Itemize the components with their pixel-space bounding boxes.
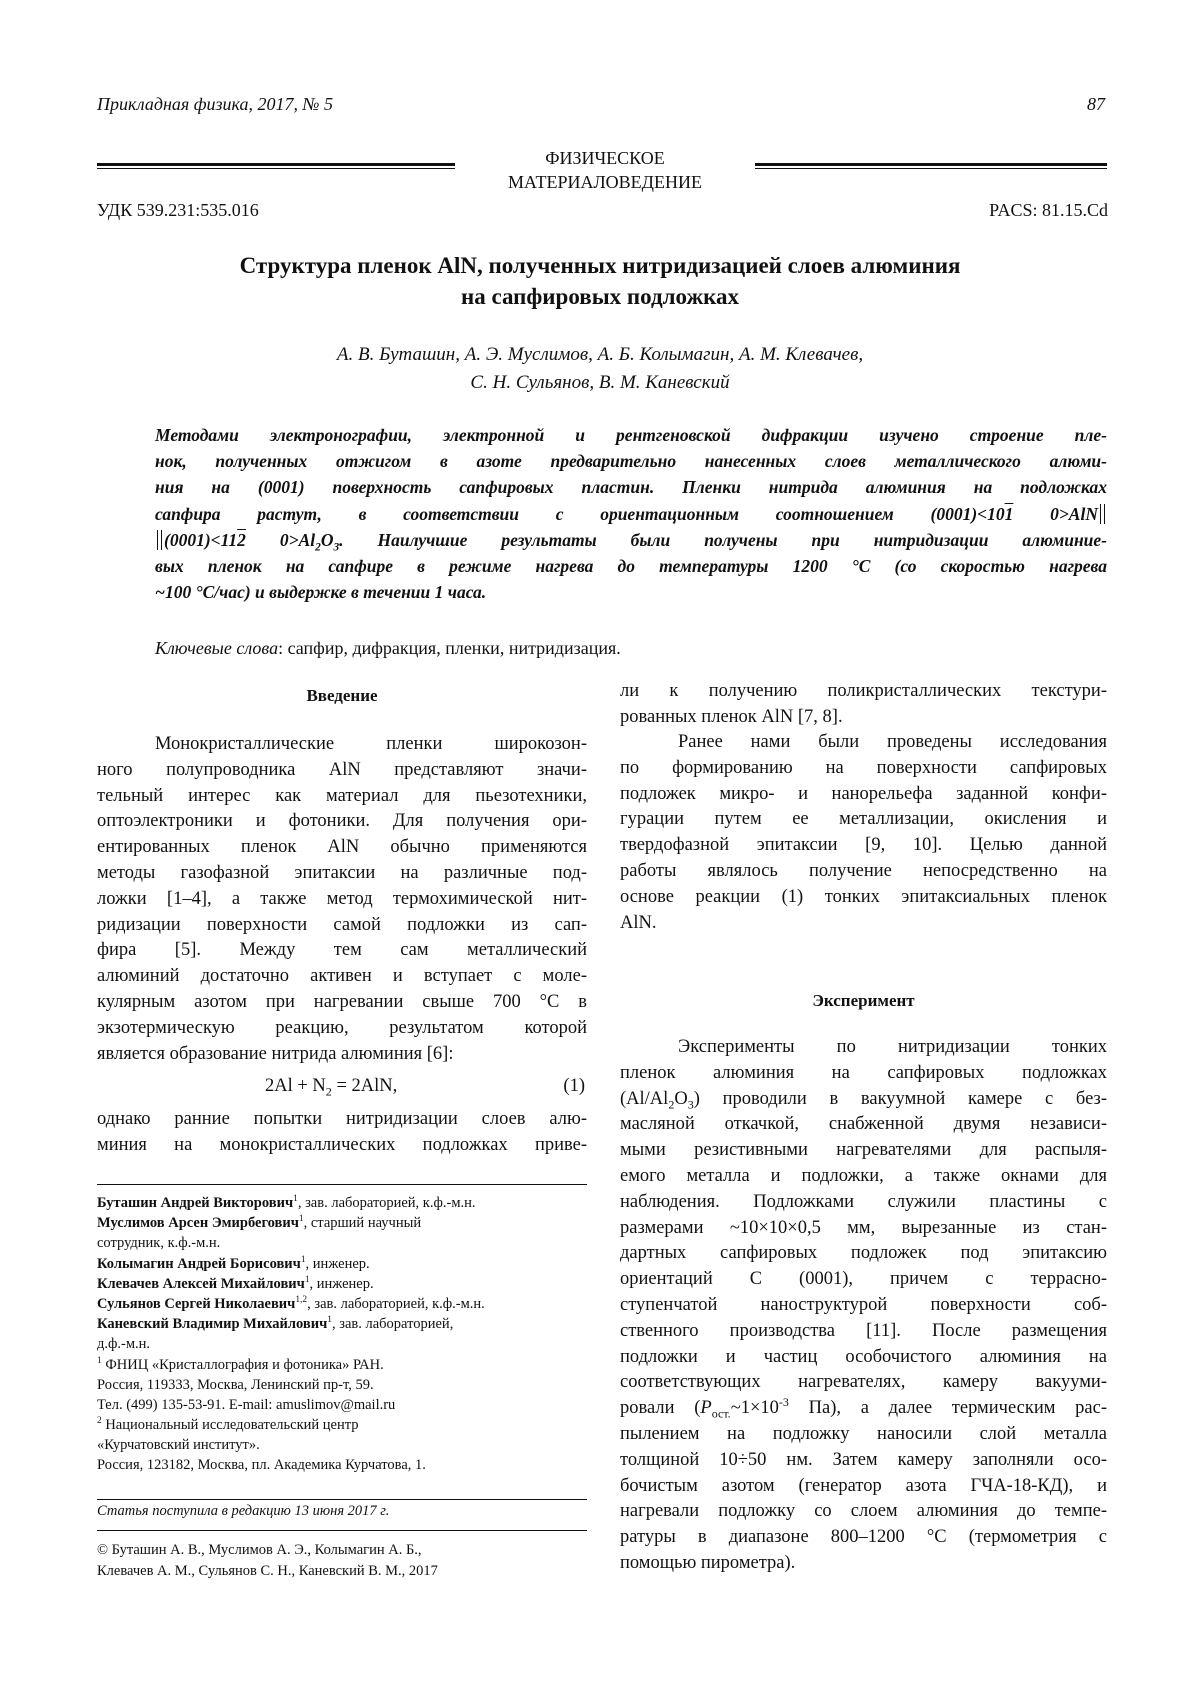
text-line: наблюдения. Подложками служили пластины с xyxy=(620,1191,1107,1212)
abstract-line: ~100 °С/час) и выдержке в течении 1 часа. xyxy=(155,582,487,603)
text-line: тельный интерес как материал для пьезотехники, xyxy=(97,785,587,806)
text-line: ного полупроводника AlN представляют значи- xyxy=(97,759,587,780)
abstract-line: ния на (0001) поверхность сапфировых пластин. Пленки нитрида алюминия на подложках xyxy=(155,477,1107,498)
text-line: экзотермическую реакцию, результатом которой xyxy=(97,1017,587,1038)
abstract-line: сапфира растут, в соответствии с ориентационным соотношением (0001)<101 0>AlN xyxy=(155,501,1107,527)
footnote-contact: Тел. (499) 135-53-91. E-mail: amuslimov@mail.ru xyxy=(97,1396,396,1413)
text-line: алюминий достаточно активен и вступает с моле- xyxy=(97,966,587,987)
text-line: помощью пирометра). xyxy=(620,1552,796,1573)
section-rule-right xyxy=(755,163,1107,169)
footnote-author: Каневский Владимир Михайлович$^1$, зав. лабораторией, xyxy=(97,1315,454,1333)
footnote-author: Колымагин Андрей Борисович$^1$, инженер. xyxy=(97,1254,370,1272)
intro-paragraph xyxy=(97,732,587,1067)
copyright-line: © Буташин А. В., Муслимов А. Э., Колымагин А. Б., xyxy=(97,1542,422,1558)
footnote-rule xyxy=(97,1184,587,1185)
text-line: мыми резистивными нагревателями для распыля- xyxy=(620,1140,1107,1161)
udk-code: УДК 539.231:535.016 xyxy=(97,200,259,220)
intro-paragraph-2 xyxy=(620,730,1107,936)
parallel-symbol xyxy=(157,530,162,550)
text-line: основе реакции (1) тонких эпитаксиальных пленок xyxy=(620,886,1107,907)
text-line: гурации путем ее металлизации, окисления и xyxy=(620,809,1107,830)
keywords-text: : сапфир, дифракция, пленки, нитридизация. xyxy=(278,638,621,658)
footnotes xyxy=(97,1193,597,1476)
text-line: ентированных пленок AlN обычно применяются xyxy=(97,837,587,858)
footnote-affiliation: $^2$ Национальный исследовательский центр xyxy=(97,1416,359,1434)
text-line: соответствующих нагревателях, камеру вакууми- xyxy=(620,1372,1107,1393)
footnote-author-cont: сотрудник, к.ф.-м.н. xyxy=(97,1235,221,1252)
text-line: нагревали подложку со слоем алюминия до темпе- xyxy=(620,1501,1107,1522)
text-line: подложки и частиц особочистого алюминия на xyxy=(620,1346,1107,1367)
text-line: ридизации поверхности самой подложки из сап- xyxy=(97,914,587,935)
text-line: ратуры в диапазоне 800–1200 °С (термометрия с xyxy=(620,1527,1107,1548)
footnote-address: Россия, 119333, Москва, Ленинский пр-т, 59. xyxy=(97,1376,374,1393)
footnote-address: Россия, 123182, Москва, пл. Академика Курчатова, 1. xyxy=(97,1457,426,1474)
text-line: миния на монокристаллических подложках приве- xyxy=(97,1134,587,1155)
footnote-author: Муслимов Арсен Эмирбегович$^1$, старший научный xyxy=(97,1214,422,1232)
parallel-symbol xyxy=(1100,504,1105,524)
footnote-author: Клевачев Алексей Михайлович$^1$, инженер. xyxy=(97,1274,374,1292)
text-line: ступенчатой наноструктурой поверхности соб- xyxy=(620,1294,1107,1315)
section-label-line2: МАТЕРИАЛОВЕДЕНИЕ xyxy=(508,172,702,192)
equation xyxy=(97,1074,587,1100)
text-line: емого металла и подложки, а также окнами для xyxy=(620,1165,1107,1186)
text-line: Монокристаллические пленки широкозон- xyxy=(155,734,587,754)
equation-number: (1) xyxy=(563,1076,585,1096)
footnote-affiliation: $^1$ ФНИЦ «Кристаллография и фотоника» РАН. xyxy=(97,1355,384,1373)
intro-paragraph-end xyxy=(620,679,1107,731)
footnote-author: Сульянов Сергей Николаевич$^{1,2}$, зав. лабораторией, к.ф.-м.н. xyxy=(97,1295,485,1312)
text-line: пленок алюминия на сапфировых подложках xyxy=(620,1062,1107,1083)
text-line: AlN. xyxy=(620,912,657,933)
text-line: дартных сапфировых подложек под эпитаксию xyxy=(620,1243,1107,1264)
copyright-line: Клевачев А. М., Сульянов С. Н., Каневский В. М., 2017 xyxy=(97,1563,438,1579)
text-line: однако ранние попытки нитридизации слоев алю- xyxy=(97,1109,587,1129)
copyright xyxy=(97,1540,438,1582)
text-line: рованных пленок AlN [7, 8]. xyxy=(620,706,843,727)
received-date: Статья поступила в редакцию 13 июня 2017 г. xyxy=(97,1503,390,1519)
footnote-author: Буташин Андрей Викторович$^1$, зав. лабораторией, к.ф.-м.н. xyxy=(97,1194,476,1211)
text-line: пылением на подложку наносили слой металла xyxy=(620,1423,1107,1444)
page-number: 87 xyxy=(1087,94,1105,114)
text-line: ровали ($P_{ост.}\sim 1\times 10^{-3}$ Па), а далее термическим рас- xyxy=(620,1395,1107,1421)
copyright-rule xyxy=(97,1530,587,1531)
title-line-2: на сапфировых подложках xyxy=(460,284,740,309)
authors-line-1: А. В. Буташин, А. Э. Муслимов, А. Б. Колымагин, А. М. Клевачев, xyxy=(336,344,864,365)
experiment-paragraph xyxy=(620,1035,1107,1577)
authors-line-2: С. Н. Сульянов, В. М. Каневский xyxy=(470,372,730,393)
text-line: Эксперименты по нитридизации тонких xyxy=(678,1037,1107,1057)
experiment-lines xyxy=(620,1112,1107,1396)
text-line: кулярным азотом при нагревании свыше 700 °С в xyxy=(97,991,587,1012)
received-rule xyxy=(97,1499,587,1500)
experiment-heading: Эксперимент xyxy=(812,991,915,1010)
text-line: является образование нитрида алюминия [6]: xyxy=(97,1043,454,1064)
title-line-1: Структура пленок AlN, полученных нитридизацией слоев алюминия xyxy=(239,253,961,278)
text-line: бочистым азотом (генератор азота ГЧА-18-КД), и xyxy=(620,1475,1107,1496)
abstract-line: (0001)<112 $0>Al_2O_3$. Наилучшие результаты были получены при нитридизации алюминие- xyxy=(155,527,1107,553)
abstract-line: вых пленок на сапфире в режиме нагрева до температуры 1200 °С (со скоростью нагрева xyxy=(155,555,1107,576)
text-line: ориентаций С (0001), причем с террасно- xyxy=(620,1269,1107,1290)
text-line: ственного производства [11]. После размещения xyxy=(620,1320,1107,1341)
section-label xyxy=(460,146,750,194)
keywords xyxy=(155,638,621,659)
authors xyxy=(160,341,1040,397)
paper-title xyxy=(110,250,1090,312)
text-line: размерами ~10×10×0,5 мм, вырезанные из стан- xyxy=(620,1217,1107,1238)
intro-paragraph-cont xyxy=(97,1107,587,1159)
abstract-line: нок, полученных отжигом в азоте предварительно нанесенных слоев металлического алюми- xyxy=(155,451,1107,472)
experiment-lines xyxy=(620,1422,1107,1577)
text-line: методы газофазной эпитаксии на различные под- xyxy=(97,862,587,883)
abstract-line: Методами электронографии, электронной и рентгеновской дифракции изучено строение пле- xyxy=(155,425,1107,445)
intro-heading: Введение xyxy=(306,686,378,705)
text-line: масляной откачкой, снабженной двумя независи- xyxy=(620,1114,1107,1135)
text-line: фира [5]. Между тем сам металлический xyxy=(97,940,587,961)
footnote-affiliation-cont: «Курчатовский институт». xyxy=(97,1437,260,1454)
text-line: толщиной 10÷50 нм. Затем камеру заполняли осо- xyxy=(620,1449,1107,1470)
text-line: твердофазной эпитаксии [9, 10]. Целью данной xyxy=(620,835,1107,856)
journal-title: Прикладная физика, 2017, № 5 xyxy=(97,94,333,114)
text-line: оптоэлектроники и фотоники. Для получения ори- xyxy=(97,811,587,832)
abstract xyxy=(155,422,1107,605)
keywords-label: Ключевые слова xyxy=(155,638,279,658)
text-line: $(Al/Al_2O_3)$ проводили в вакуумной камере с без- xyxy=(620,1088,1107,1112)
text-line: по формированию на поверхности сапфировых xyxy=(620,757,1107,778)
section-label-line1: ФИЗИЧЕСКОЕ xyxy=(545,148,665,168)
text-line: работы являлось получение непосредственно на xyxy=(620,860,1107,881)
text-line: подложек микро- и нанорельефа заданной конфи- xyxy=(620,783,1107,804)
footnote-author-cont: д.ф.-м.н. xyxy=(97,1336,151,1353)
text-line: ли к получению поликристаллических текстури- xyxy=(620,681,1107,701)
text-line: ложки [1–4], а также метод термохимической нит- xyxy=(97,888,587,909)
equation-text: $2Al + N_2 = 2AlN$, xyxy=(265,1076,398,1099)
section-rule-left xyxy=(97,163,455,169)
text-line: Ранее нами были проведены исследования xyxy=(678,732,1107,752)
pacs-code: PACS: 81.15.Cd xyxy=(989,200,1108,220)
